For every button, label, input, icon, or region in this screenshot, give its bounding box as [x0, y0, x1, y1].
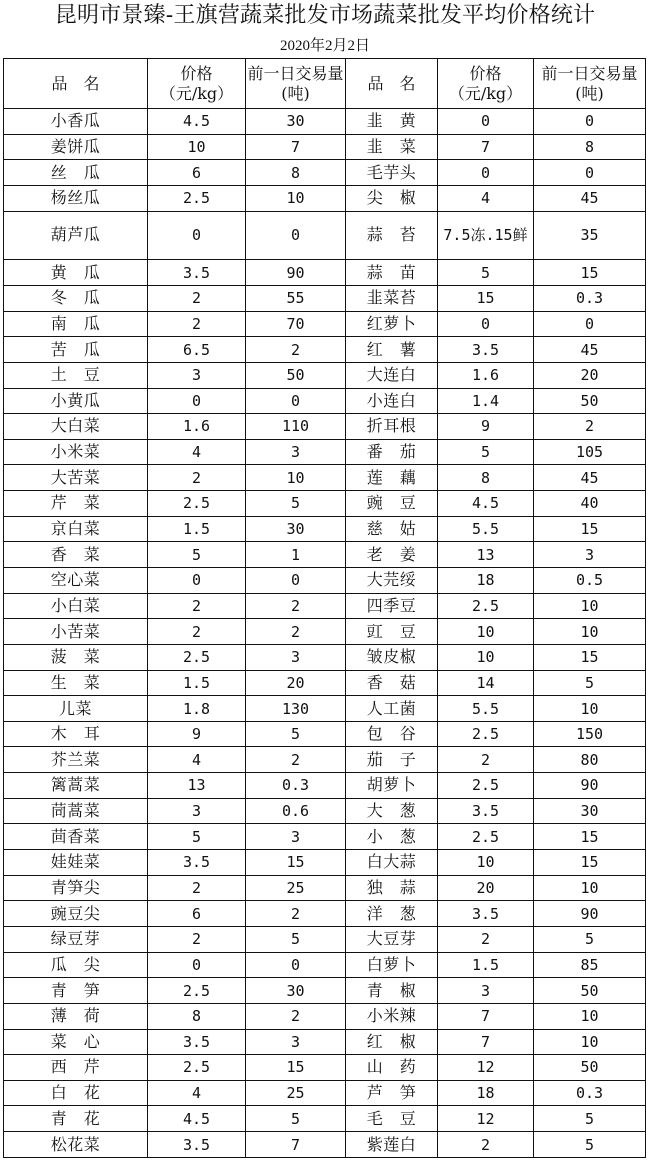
- volume-right: 10: [534, 875, 646, 901]
- table-row: [4, 952, 646, 978]
- price-right: 13: [438, 542, 534, 568]
- veg-name-right: 山 药: [346, 1055, 438, 1081]
- table-row: [4, 516, 646, 542]
- veg-name-right: 莲 藕: [346, 465, 438, 491]
- volume-right: 5: [534, 1106, 646, 1132]
- price-right: 1.4: [438, 388, 534, 414]
- veg-name-left: 青 笋: [4, 978, 148, 1004]
- table-row: [4, 824, 646, 850]
- price-left: 0: [148, 388, 246, 414]
- volume-left: 0: [246, 952, 346, 978]
- volume-right: 15: [534, 824, 646, 850]
- price-left: 4.5: [148, 1106, 246, 1132]
- veg-name-left: 葫芦瓜: [4, 211, 148, 260]
- table-row: [4, 337, 646, 363]
- price-right: 3.5: [438, 798, 534, 824]
- volume-right: 50: [534, 1055, 646, 1081]
- table-row: [4, 109, 646, 135]
- price-left: 1.5: [148, 516, 246, 542]
- price-left: 8: [148, 1003, 246, 1029]
- veg-name-left: 大白菜: [4, 414, 148, 440]
- volume-right: 15: [534, 260, 646, 286]
- volume-right: 8: [534, 134, 646, 160]
- price-left: 2: [148, 311, 246, 337]
- veg-name-left: 篱蒿菜: [4, 773, 148, 799]
- price-left: 1.8: [148, 696, 246, 722]
- price-right: 2: [438, 926, 534, 952]
- volume-left: 10: [246, 185, 346, 211]
- volume-left: 5: [246, 721, 346, 747]
- price-left: 0: [148, 568, 246, 594]
- table-row: [4, 901, 646, 927]
- volume-left: 2: [246, 1003, 346, 1029]
- veg-name-left: 小黄瓜: [4, 388, 148, 414]
- price-left: 2: [148, 926, 246, 952]
- volume-left: 30: [246, 516, 346, 542]
- volume-right: 10: [534, 696, 646, 722]
- veg-name-left: 娃娃菜: [4, 850, 148, 876]
- price-left: 1.5: [148, 670, 246, 696]
- price-right: 3: [438, 978, 534, 1004]
- price-left: 2.5: [148, 1055, 246, 1081]
- table-row: [4, 388, 646, 414]
- price-left: 0: [148, 211, 246, 260]
- veg-name-left: 土 豆: [4, 362, 148, 388]
- volume-left: 70: [246, 311, 346, 337]
- veg-name-left: 大苦菜: [4, 465, 148, 491]
- price-right: 1.5: [438, 952, 534, 978]
- price-right: 3.5: [438, 337, 534, 363]
- volume-left: 7: [246, 1132, 346, 1158]
- price-right: 1.6: [438, 362, 534, 388]
- price-left: 2.5: [148, 644, 246, 670]
- price-right: 5: [438, 260, 534, 286]
- veg-name-right: 番 茄: [346, 439, 438, 465]
- table-row: [4, 670, 646, 696]
- price-left: 9: [148, 721, 246, 747]
- veg-name-right: 红 椒: [346, 1029, 438, 1055]
- volume-right: 0.3: [534, 285, 646, 311]
- veg-name-right: 洋 葱: [346, 901, 438, 927]
- table-row: [4, 1003, 646, 1029]
- volume-right: 105: [534, 439, 646, 465]
- price-left: 6: [148, 160, 246, 186]
- veg-name-right: 紫莲白: [346, 1132, 438, 1158]
- veg-name-right: 胡萝卜: [346, 773, 438, 799]
- volume-left: 3: [246, 439, 346, 465]
- table-row: [4, 311, 646, 337]
- volume-left: 50: [246, 362, 346, 388]
- header-name-right: 品 名: [346, 59, 438, 109]
- price-left: 2.5: [148, 185, 246, 211]
- veg-name-left: 冬 瓜: [4, 285, 148, 311]
- volume-left: 25: [246, 875, 346, 901]
- volume-right: 5: [534, 1132, 646, 1158]
- volume-right: 45: [534, 185, 646, 211]
- volume-right: 0.3: [534, 1080, 646, 1106]
- veg-name-left: 菜 心: [4, 1029, 148, 1055]
- volume-left: 15: [246, 850, 346, 876]
- veg-name-right: 尖 椒: [346, 185, 438, 211]
- veg-name-right: 蒜 苔: [346, 211, 438, 260]
- veg-name-right: 小米辣: [346, 1003, 438, 1029]
- volume-left: 0.6: [246, 798, 346, 824]
- volume-right: 80: [534, 747, 646, 773]
- veg-name-right: 白大蒜: [346, 850, 438, 876]
- table-row: [4, 134, 646, 160]
- volume-right: 10: [534, 1003, 646, 1029]
- volume-left: 2: [246, 337, 346, 363]
- table-row: [4, 285, 646, 311]
- price-right: 12: [438, 1106, 534, 1132]
- veg-name-left: 小白菜: [4, 593, 148, 619]
- page-title: 昆明市景臻-王旗营蔬菜批发市场蔬菜批发平均价格统计: [54, 3, 596, 28]
- table-row: [4, 542, 646, 568]
- veg-name-left: 姜饼瓜: [4, 134, 148, 160]
- veg-name-left: 茴香菜: [4, 824, 148, 850]
- veg-name-left: 青笋尖: [4, 875, 148, 901]
- price-left: 2: [148, 285, 246, 311]
- veg-name-left: 松花菜: [4, 1132, 148, 1158]
- table-row: [4, 211, 646, 260]
- price-left: 1.6: [148, 414, 246, 440]
- veg-name-right: 大 葱: [346, 798, 438, 824]
- volume-right: 0: [534, 160, 646, 186]
- header-volume-left: 前一日交易量(吨): [246, 59, 346, 109]
- table-row: [4, 1055, 646, 1081]
- volume-left: 10: [246, 465, 346, 491]
- volume-right: 0.5: [534, 568, 646, 594]
- volume-right: 45: [534, 337, 646, 363]
- veg-name-right: 毛芋头: [346, 160, 438, 186]
- price-left: 3.5: [148, 1132, 246, 1158]
- price-right: 20: [438, 875, 534, 901]
- veg-name-right: 毛 豆: [346, 1106, 438, 1132]
- veg-name-left: 菠 菜: [4, 644, 148, 670]
- veg-name-left: 儿菜: [4, 696, 148, 722]
- price-left: 4: [148, 1080, 246, 1106]
- volume-left: 5: [246, 1106, 346, 1132]
- price-right: 12: [438, 1055, 534, 1081]
- price-right: 7: [438, 1029, 534, 1055]
- table-row: [4, 1029, 646, 1055]
- table-row: [4, 1080, 646, 1106]
- price-right: 4.5: [438, 491, 534, 517]
- table-row: [4, 593, 646, 619]
- table-body: [4, 109, 646, 1158]
- volume-left: 90: [246, 260, 346, 286]
- veg-name-left: 香 菜: [4, 542, 148, 568]
- table-row: [4, 1132, 646, 1158]
- price-left: 10: [148, 134, 246, 160]
- table-row: [4, 696, 646, 722]
- volume-left: 2: [246, 901, 346, 927]
- veg-name-right: 韭 黄: [346, 109, 438, 135]
- table-row: [4, 798, 646, 824]
- volume-left: 5: [246, 926, 346, 952]
- table-row: [4, 978, 646, 1004]
- price-left: 2: [148, 619, 246, 645]
- header-name-left: 品 名: [4, 59, 148, 109]
- volume-right: 5: [534, 926, 646, 952]
- table-row: [4, 747, 646, 773]
- veg-name-left: 小苦菜: [4, 619, 148, 645]
- price-left: 3.5: [148, 260, 246, 286]
- price-left: 6: [148, 901, 246, 927]
- volume-right: 0: [534, 311, 646, 337]
- veg-name-right: 皱皮椒: [346, 644, 438, 670]
- table-row: [4, 185, 646, 211]
- veg-name-left: 木 耳: [4, 721, 148, 747]
- veg-name-left: 小香瓜: [4, 109, 148, 135]
- volume-left: 5: [246, 491, 346, 517]
- price-right: 0: [438, 311, 534, 337]
- price-right: 8: [438, 465, 534, 491]
- volume-left: 55: [246, 285, 346, 311]
- price-right: 5.5: [438, 516, 534, 542]
- volume-right: 30: [534, 798, 646, 824]
- volume-left: 0: [246, 568, 346, 594]
- volume-right: 10: [534, 619, 646, 645]
- veg-name-right: 豇 豆: [346, 619, 438, 645]
- veg-name-left: 绿豆芽: [4, 926, 148, 952]
- veg-name-left: 南 瓜: [4, 311, 148, 337]
- volume-right: 150: [534, 721, 646, 747]
- price-left: 4: [148, 439, 246, 465]
- veg-name-right: 大芫绥: [346, 568, 438, 594]
- volume-left: 2: [246, 593, 346, 619]
- veg-name-left: 杨丝瓜: [4, 185, 148, 211]
- volume-left: 25: [246, 1080, 346, 1106]
- volume-left: 20: [246, 670, 346, 696]
- report-date: 2020年2月2日: [279, 38, 370, 54]
- table-row: [4, 465, 646, 491]
- volume-right: 15: [534, 516, 646, 542]
- veg-name-left: 茼蒿菜: [4, 798, 148, 824]
- price-right: 0: [438, 160, 534, 186]
- volume-left: 8: [246, 160, 346, 186]
- price-left: 2: [148, 465, 246, 491]
- veg-name-right: 慈 姑: [346, 516, 438, 542]
- volume-left: 15: [246, 1055, 346, 1081]
- price-right: 3.5: [438, 901, 534, 927]
- veg-name-left: 青 花: [4, 1106, 148, 1132]
- volume-left: 3: [246, 824, 346, 850]
- veg-name-left: 空心菜: [4, 568, 148, 594]
- veg-name-right: 红萝卜: [346, 311, 438, 337]
- veg-name-left: 瓜 尖: [4, 952, 148, 978]
- veg-name-right: 蒜 苗: [346, 260, 438, 286]
- volume-right: 45: [534, 465, 646, 491]
- table-row: [4, 414, 646, 440]
- table-row: [4, 926, 646, 952]
- table-row: [4, 439, 646, 465]
- price-right: 10: [438, 644, 534, 670]
- volume-right: 20: [534, 362, 646, 388]
- price-table: [3, 58, 646, 1158]
- volume-right: 2: [534, 414, 646, 440]
- volume-right: 40: [534, 491, 646, 517]
- volume-left: 0: [246, 211, 346, 260]
- price-left: 4.5: [148, 109, 246, 135]
- veg-name-right: 小连白: [346, 388, 438, 414]
- veg-name-right: 香 菇: [346, 670, 438, 696]
- price-right: 7.5冻.15鲜: [438, 211, 534, 260]
- table-row: [4, 160, 646, 186]
- veg-name-right: 折耳根: [346, 414, 438, 440]
- table-row: [4, 1106, 646, 1132]
- price-right: 2: [438, 1132, 534, 1158]
- price-right: 9: [438, 414, 534, 440]
- veg-name-left: 苦 瓜: [4, 337, 148, 363]
- price-right: 2.5: [438, 721, 534, 747]
- price-right: 2.5: [438, 824, 534, 850]
- price-right: 4: [438, 185, 534, 211]
- price-left: 2: [148, 593, 246, 619]
- price-right: 7: [438, 1003, 534, 1029]
- volume-left: 30: [246, 109, 346, 135]
- price-left: 3: [148, 362, 246, 388]
- volume-left: 3: [246, 1029, 346, 1055]
- volume-left: 2: [246, 619, 346, 645]
- table-row: [4, 773, 646, 799]
- price-right: 18: [438, 568, 534, 594]
- price-right: 14: [438, 670, 534, 696]
- volume-right: 50: [534, 388, 646, 414]
- volume-left: 0.3: [246, 773, 346, 799]
- table-row: [4, 260, 646, 286]
- table-row: [4, 644, 646, 670]
- veg-name-left: 小米菜: [4, 439, 148, 465]
- volume-right: 15: [534, 644, 646, 670]
- price-right: 2.5: [438, 773, 534, 799]
- veg-name-right: 茄 子: [346, 747, 438, 773]
- price-left: 5: [148, 542, 246, 568]
- veg-name-right: 包 谷: [346, 721, 438, 747]
- volume-right: 5: [534, 670, 646, 696]
- price-right: 2.5: [438, 593, 534, 619]
- table-row: [4, 362, 646, 388]
- volume-left: 7: [246, 134, 346, 160]
- veg-name-left: 豌豆尖: [4, 901, 148, 927]
- volume-left: 3: [246, 644, 346, 670]
- price-left: 2.5: [148, 491, 246, 517]
- veg-name-right: 青 椒: [346, 978, 438, 1004]
- volume-right: 0: [534, 109, 646, 135]
- volume-left: 30: [246, 978, 346, 1004]
- volume-left: 130: [246, 696, 346, 722]
- veg-name-right: 老 姜: [346, 542, 438, 568]
- table-row: [4, 491, 646, 517]
- price-left: 13: [148, 773, 246, 799]
- price-right: 2: [438, 747, 534, 773]
- volume-right: 10: [534, 593, 646, 619]
- volume-right: 90: [534, 773, 646, 799]
- veg-name-right: 独 蒜: [346, 875, 438, 901]
- veg-name-right: 红 薯: [346, 337, 438, 363]
- price-right: 15: [438, 285, 534, 311]
- veg-name-right: 白萝卜: [346, 952, 438, 978]
- veg-name-left: 薄 荷: [4, 1003, 148, 1029]
- price-left: 3: [148, 798, 246, 824]
- veg-name-right: 大连白: [346, 362, 438, 388]
- volume-right: 15: [534, 850, 646, 876]
- veg-name-right: 韭菜苔: [346, 285, 438, 311]
- veg-name-left: 西 芹: [4, 1055, 148, 1081]
- volume-left: 2: [246, 747, 346, 773]
- veg-name-left: 京白菜: [4, 516, 148, 542]
- volume-left: 0: [246, 388, 346, 414]
- price-left: 2: [148, 875, 246, 901]
- veg-name-left: 芹 菜: [4, 491, 148, 517]
- price-right: 5.5: [438, 696, 534, 722]
- price-left: 0: [148, 952, 246, 978]
- veg-name-right: 豌 豆: [346, 491, 438, 517]
- table-row: [4, 568, 646, 594]
- veg-name-right: 大豆芽: [346, 926, 438, 952]
- veg-name-right: 韭 菜: [346, 134, 438, 160]
- volume-right: 85: [534, 952, 646, 978]
- table-header-row: [4, 59, 646, 109]
- veg-name-left: 丝 瓜: [4, 160, 148, 186]
- price-left: 4: [148, 747, 246, 773]
- price-left: 6.5: [148, 337, 246, 363]
- veg-name-left: 白 花: [4, 1080, 148, 1106]
- table-row: [4, 721, 646, 747]
- volume-left: 1: [246, 542, 346, 568]
- veg-name-right: 小 葱: [346, 824, 438, 850]
- price-right: 18: [438, 1080, 534, 1106]
- price-left: 3.5: [148, 850, 246, 876]
- price-right: 7: [438, 134, 534, 160]
- volume-right: 3: [534, 542, 646, 568]
- header-price-left: 价格（元/kg）: [148, 59, 246, 109]
- table-row: [4, 850, 646, 876]
- volume-right: 35: [534, 211, 646, 260]
- veg-name-left: 生 菜: [4, 670, 148, 696]
- price-left: 2.5: [148, 978, 246, 1004]
- veg-name-right: 四季豆: [346, 593, 438, 619]
- veg-name-right: 人工菌: [346, 696, 438, 722]
- price-left: 3.5: [148, 1029, 246, 1055]
- header-volume-right: 前一日交易量(吨): [534, 59, 646, 109]
- price-left: 5: [148, 824, 246, 850]
- veg-name-left: 黄 瓜: [4, 260, 148, 286]
- veg-name-left: 芥兰菜: [4, 747, 148, 773]
- price-right: 0: [438, 109, 534, 135]
- volume-left: 110: [246, 414, 346, 440]
- volume-right: 90: [534, 901, 646, 927]
- table-row: [4, 619, 646, 645]
- volume-right: 10: [534, 1029, 646, 1055]
- price-right: 5: [438, 439, 534, 465]
- veg-name-right: 芦 笋: [346, 1080, 438, 1106]
- volume-right: 50: [534, 978, 646, 1004]
- header-price-right: 价格（元/kg）: [438, 59, 534, 109]
- price-right: 10: [438, 850, 534, 876]
- price-right: 10: [438, 619, 534, 645]
- table-row: [4, 875, 646, 901]
